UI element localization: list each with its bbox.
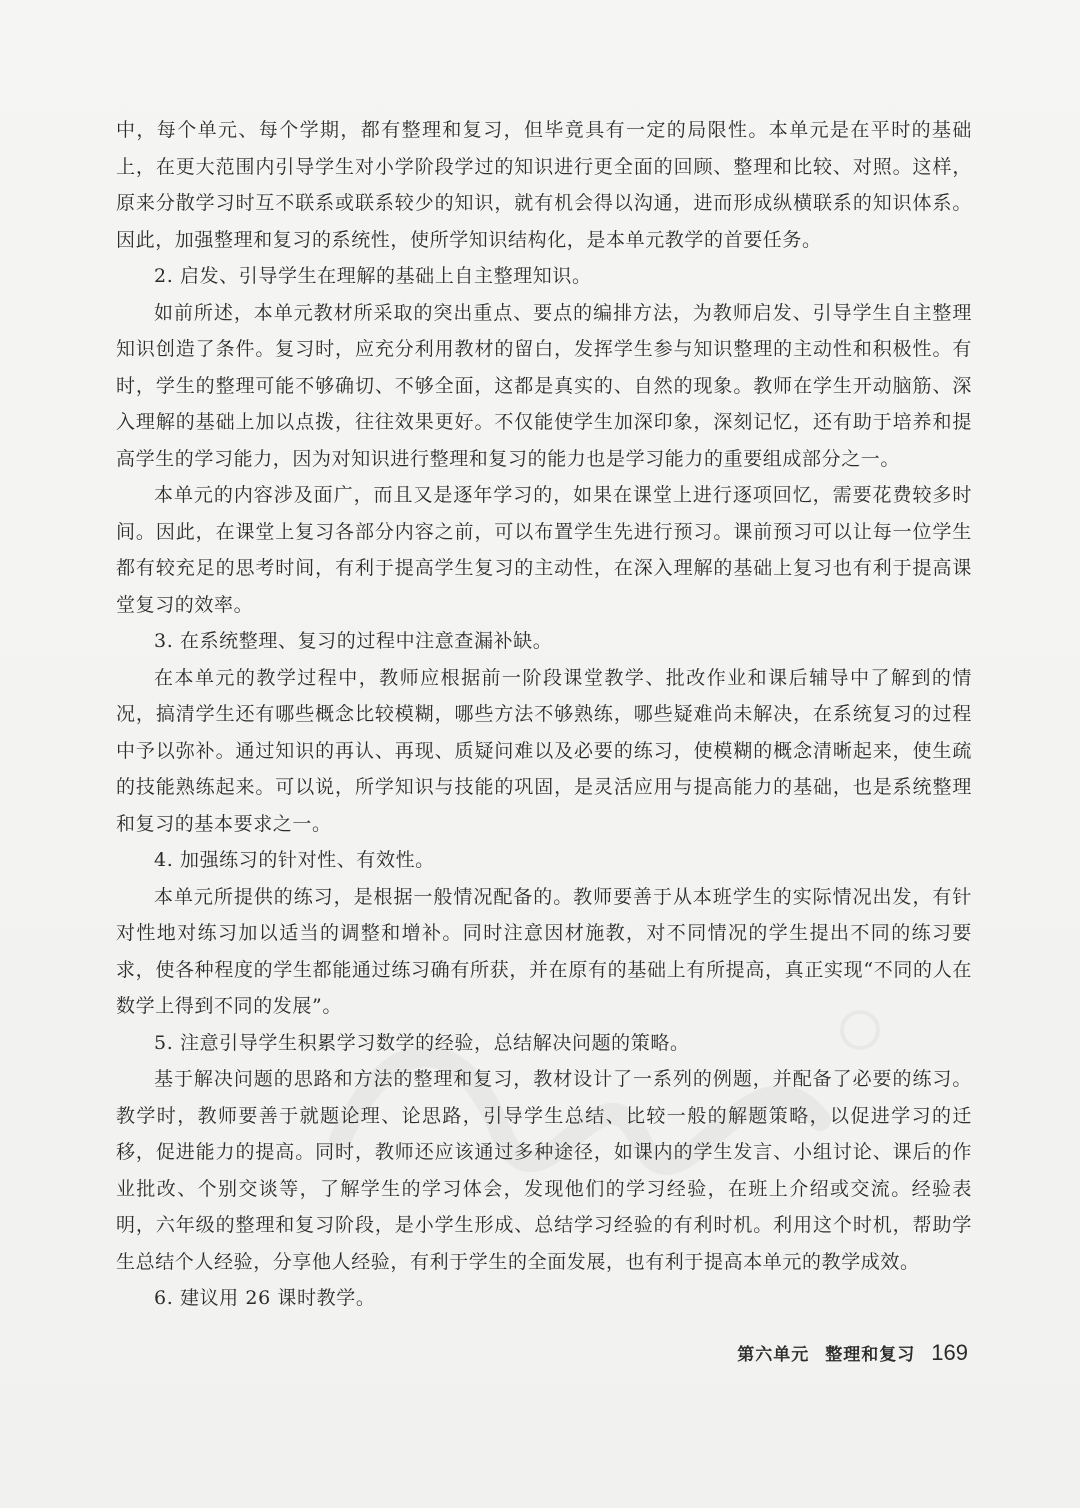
paragraph-1: 中，每个单元、每个学期，都有整理和复习，但毕竟具有一定的局限性。本单元是在平时的基础上，在更大范围内引导学生对小学阶段学过的知识进行更全面的回顾、整理和比较、对照。这样，原来分散学习时互不联系或联系较少的知识，就有机会得以沟通，进而形成纵横联系的知识体系。因此，加强整理和复习的系统性，使所学知识结构化，是本单元教学的首要任务。: [116, 119, 972, 251]
section-heading-3: 3. 在系统整理、复习的过程中注意查漏补缺。: [154, 630, 553, 652]
paragraph-5: 本单元所提供的练习，是根据一般情况配备的。教师要善于从本班学生的实际情况出发，有针对性地对练习加以适当的调整和增补。同时注意因材施教，对不同情况的学生提出不同的练习要求，使各种程度的学生都能通过练习确有所获，并在原有的基础上有所提高，真正实现“不同的人在数学上得到不同的发展”。: [116, 885, 972, 1017]
page-number: 169: [931, 1340, 968, 1365]
section-heading-4: 4. 加强练习的针对性、有效性。: [154, 849, 435, 871]
footer-topic-label: 整理和复习: [825, 1345, 916, 1365]
paragraph-6: 基于解决问题的思路和方法的整理和复习，教材设计了一系列的例题，并配备了必要的练习。教学时，教师要善于就题论理、论思路，引导学生总结、比较一般的解题策略，以促进学习的迁移，促进能力的提高。同时，教师还应该通过多种途径，如课内的学生发言、小组讨论、课后的作业批改、个别交谈等，了解学生的学习体会，发现他们的学习经验，在班上介绍或交流。经验表明，六年级的整理和复习阶段，是小学生形成、总结学习经验的有利时机。利用这个时机，帮助学生总结个人经验，分享他人经验，有利于学生的全面发展，也有利于提高本单元的教学成效。: [116, 1068, 972, 1273]
paragraph-4: 在本单元的教学过程中，教师应根据前一阶段课堂教学、批改作业和课后辅导中了解到的情况，搞清学生还有哪些概念比较模糊，哪些方法不够熟练，哪些疑难尚未解决，在系统复习的过程中予以弥补。通过知识的再认、再现、质疑问难以及必要的练习，使模糊的概念清晰起来，使生疏的技能熟练起来。可以说，所学知识与技能的巩固，是灵活应用与提高能力的基础，也是系统整理和复习的基本要求之一。: [116, 666, 972, 835]
body-text: [116, 112, 972, 1317]
paragraph-3: 本单元的内容涉及面广，而且又是逐年学习的，如果在课堂上进行逐项回忆，需要花费较多时间。因此，在课堂上复习各部分内容之前，可以布置学生先进行预习。课前预习可以让每一位学生都有较充足的思考时间，有利于提高学生复习的主动性，在深入理解的基础上复习也有利于提高课堂复习的效率。: [116, 484, 972, 616]
section-heading-2: 2. 启发、引导学生在理解的基础上自主整理知识。: [154, 265, 592, 287]
section-heading-6: 6. 建议用 26 课时教学。: [154, 1287, 376, 1309]
section-heading-5: 5. 注意引导学生积累学习数学的经验，总结解决问题的策略。: [154, 1031, 690, 1054]
footer-unit-label: 第六单元: [737, 1345, 810, 1365]
page-footer: [737, 1340, 968, 1376]
paragraph-2: 如前所述，本单元教材所采取的突出重点、要点的编排方法，为教师启发、引导学生自主整理知识创造了条件。复习时，应充分利用教材的留白，发挥学生参与知识整理的主动性和积极性。有时，学生的整理可能不够确切、不够全面，这都是真实的、自然的现象。教师在学生开动脑筋、深入理解的基础上加以点拨，往往效果更好。不仅能使学生加深印象，深刻记忆，还有助于培养和提高学生的学习能力，因为对知识进行整理和复习的能力也是学习能力的重要组成部分之一。: [116, 301, 972, 470]
